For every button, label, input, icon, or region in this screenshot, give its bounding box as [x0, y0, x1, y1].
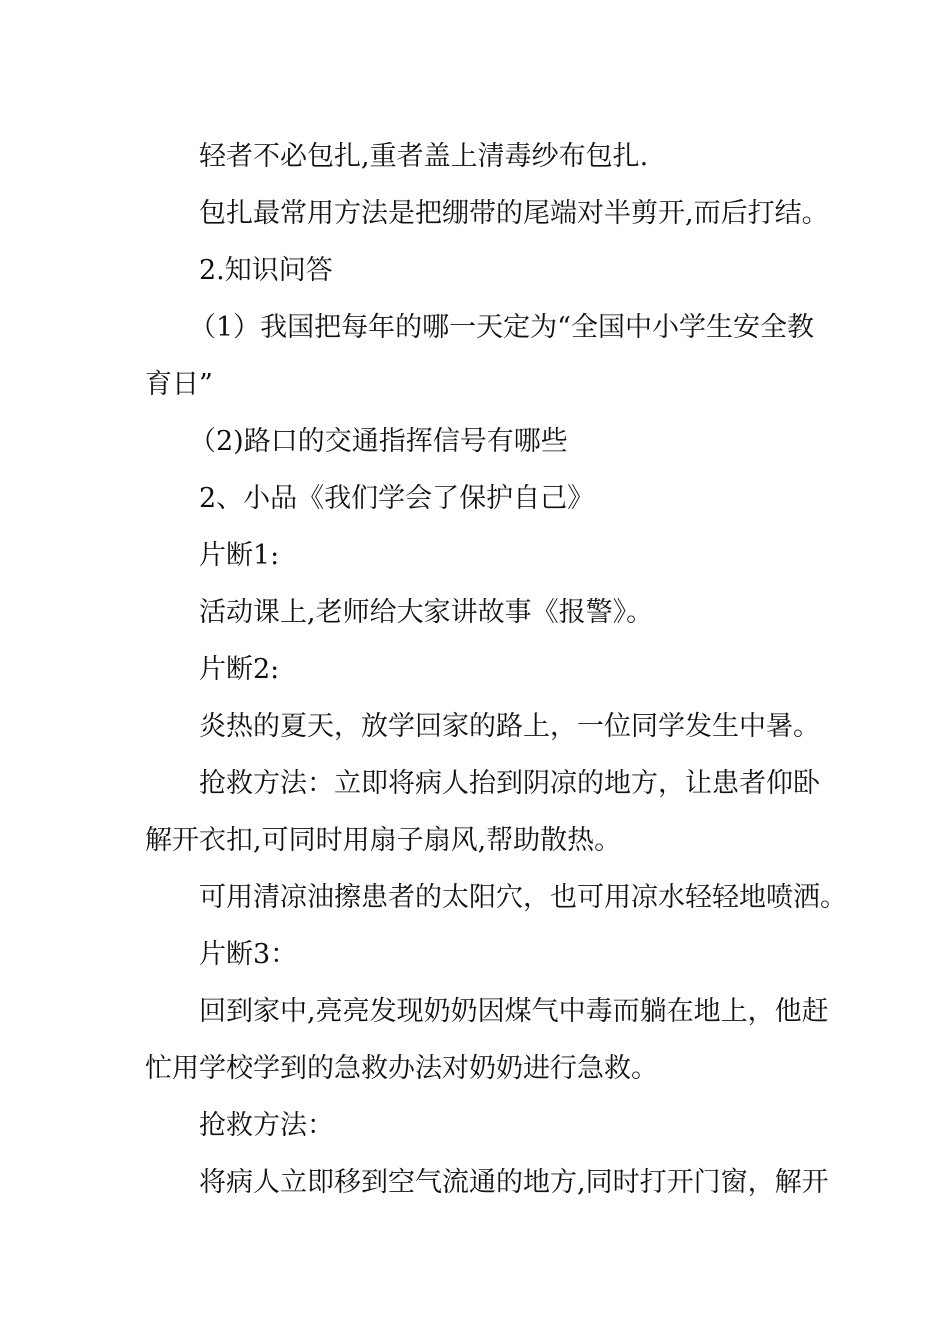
- paragraph-line: 回到家中,亮亮发现奶奶因煤气中毒而躺在地上，他赶: [199, 996, 829, 1027]
- paragraph-line: 活动课上,老师给大家讲故事《报警》。: [199, 597, 654, 628]
- paragraph-line: 抢救方法：: [199, 1110, 334, 1141]
- document-body: [145, 128, 847, 1211]
- paragraph-line: 包扎最常用方法是把绷带的尾端对半剪开,而后打结。: [199, 198, 829, 229]
- paragraph-line: 炎热的夏天，放学回家的路上，一位同学发生中暑。: [199, 711, 820, 742]
- paragraph-line-continuation: 解开衣扣,可同时用扇子扇风,帮助散热。: [145, 825, 622, 856]
- paragraph-line: 可用清凉油擦患者的太阳穴，也可用凉水轻轻地喷洒。: [199, 882, 847, 913]
- paragraph-line: 抢救方法：立即将病人抬到阴凉的地方，让患者仰卧: [199, 768, 820, 799]
- section-heading: 2.知识问答: [199, 255, 333, 286]
- paragraph-line: 将病人立即移到空气流通的地方,同时打开门窗，解开: [199, 1167, 829, 1198]
- fragment-label: 片断2:: [199, 654, 280, 685]
- fragment-label: 片断1:: [199, 540, 280, 571]
- paragraph-line-continuation: 忙用学校学到的急救办法对奶奶进行急救。: [145, 1053, 658, 1084]
- section-heading: 2、小品《我们学会了保护自己》: [199, 483, 595, 514]
- fragment-label: 片断3：: [199, 939, 298, 970]
- paragraph-line: 轻者不必包扎,重者盖上清毒纱布包扎.: [199, 141, 649, 172]
- question-line: （1）我国把每年的哪一天定为“全国中小学生安全教: [189, 312, 814, 343]
- question-line-continuation: 育日”: [145, 369, 213, 400]
- question-line: （2)路口的交通指挥信号有哪些: [189, 426, 568, 457]
